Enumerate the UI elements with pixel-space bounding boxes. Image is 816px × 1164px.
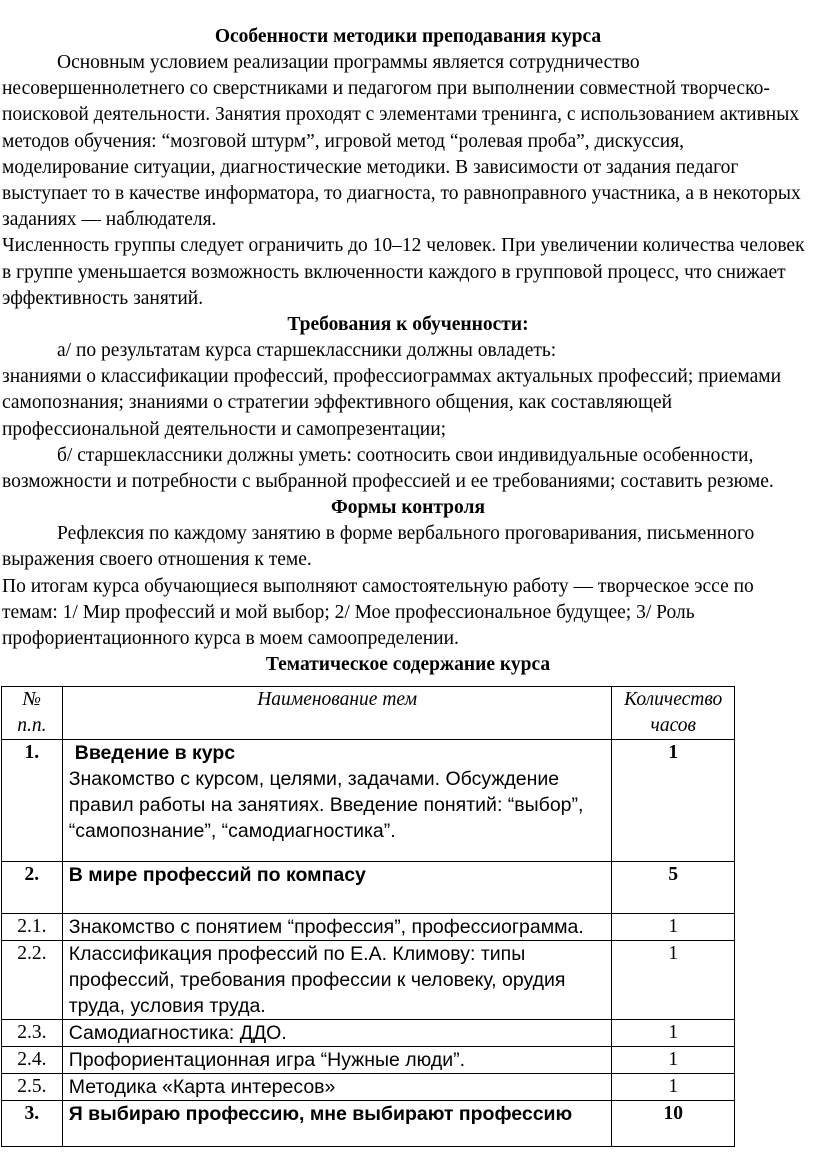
table-row bbox=[2, 1047, 735, 1074]
heading-requirements: Требования к обученности: bbox=[287, 314, 529, 336]
row-num: 2. bbox=[2, 862, 63, 914]
table-row bbox=[2, 740, 735, 862]
table-row bbox=[2, 941, 735, 1020]
row-title: Методика «Карта интересов» bbox=[62, 1074, 612, 1101]
row-hours: 1 bbox=[612, 1047, 735, 1074]
header-hours: Количество часов bbox=[612, 687, 735, 740]
paragraph-final-work: По итогам курса обучающиеся выполняют самостоятельную работу — творческое эссе по темам: 1/ Мир профессий и мой выбор; 2/ Мое профессиональное будущее; 3/ Роль профориентационного курса в моем самоопределении. bbox=[2, 575, 754, 650]
paragraph-requirements-b: б/ старшеклассники должны уметь: соотносить свои индивидуальные особенности, возможности и потребности с выбранной профессией и ее требованиями; составить резюме. bbox=[2, 444, 774, 493]
row-hours: 1 bbox=[612, 941, 735, 1020]
thematic-table bbox=[1, 686, 735, 1147]
row-hours: 10 bbox=[612, 1101, 735, 1147]
table-row bbox=[2, 914, 735, 941]
header-topic-name: Наименование тем bbox=[62, 687, 612, 740]
row-topic bbox=[62, 740, 612, 862]
row-num: 2.3. bbox=[2, 1020, 63, 1047]
table-row bbox=[2, 1020, 735, 1047]
row-title: Профориентационная игра “Нужные люди”. bbox=[62, 1047, 612, 1074]
heading-thematic-content: Тематическое содержание курса bbox=[265, 654, 551, 676]
heading-control-forms: Формы контроля bbox=[330, 497, 486, 519]
table-header-row bbox=[2, 687, 735, 740]
row-hours: 1 bbox=[612, 1020, 735, 1047]
paragraph-group-size: Численность группы следует ограничить до 10–12 человек. При увеличении количества человек в группе уменьшается возможность включенности каждого в групповой процесс, что снижает эффективность занятий. bbox=[2, 235, 805, 309]
row-num: 2.5. bbox=[2, 1074, 63, 1101]
row-num: 1. bbox=[2, 740, 63, 862]
document-page bbox=[0, 24, 816, 678]
row-num: 3. bbox=[2, 1101, 63, 1147]
heading-methodology: Особенности методики преподавания курса bbox=[214, 26, 602, 47]
row-num: 2.2. bbox=[2, 941, 63, 1020]
row-title: В мире профессий по компасу bbox=[62, 862, 612, 914]
row-num: 2.1. bbox=[2, 914, 63, 941]
row-title: Я выбираю профессию, мне выбирают профессию bbox=[62, 1101, 612, 1147]
row-title: Введение в курс bbox=[74, 742, 236, 764]
row-hours: 1 bbox=[612, 740, 735, 862]
row-title: Самодиагностика: ДДО. bbox=[62, 1020, 612, 1047]
paragraph-requirements-knowledge: знаниями о классификации профессий, профессиограммах актуальных профессий; приемами самопознания; знаниями о стратегии эффективного общения, как составляющей профессиональной деятельности и самопрезентации; bbox=[2, 366, 782, 440]
header-num: № п.п. bbox=[2, 687, 63, 740]
row-title: Классификация профессий по Е.А. Климову: типы профессий, требования профессии к человеку, орудия труда, условия труда. bbox=[62, 941, 612, 1020]
row-hours: 1 bbox=[612, 1074, 735, 1101]
table-row bbox=[2, 862, 735, 914]
row-title: Знакомство с понятием “профессия”, профессиограмма. bbox=[62, 914, 612, 941]
row-hours: 5 bbox=[612, 862, 735, 914]
paragraph-requirements-a: а/ по результатам курса старшеклассники должны овладеть: bbox=[57, 340, 557, 362]
row-description: Знакомство с курсом, целями, задачами. Обсуждение правил работы на занятиях. Введение понятий: “выбор”, “самопознание”, “самодиагностика”. bbox=[68, 768, 584, 842]
paragraph-reflection: Рефлексия по каждому занятию в форме вербального проговаривания, письменного выражения своего отношения к теме. bbox=[2, 523, 755, 571]
table-row bbox=[2, 1101, 735, 1147]
row-num: 2.4. bbox=[2, 1047, 63, 1074]
table-row bbox=[2, 1074, 735, 1101]
row-hours: 1 bbox=[612, 914, 735, 941]
paragraph-methodology: Основным условием реализации программы является сотрудничество несовершеннолетнего со сверстниками и педагогом при выполнении совместной творческо-поисковой деятельности. Занятия проходят с элементами тренинга, с использованием активных методов обучения: “мозговой штурм”, игровой метод “ролевая проба”, дискуссия, моделирование ситуации, диагностические методики. В зависимости от задания педагог выступает то в качестве информатора, то диагноста, то равноправного участника, а в некоторых заданиях — наблюдателя. bbox=[2, 52, 801, 231]
